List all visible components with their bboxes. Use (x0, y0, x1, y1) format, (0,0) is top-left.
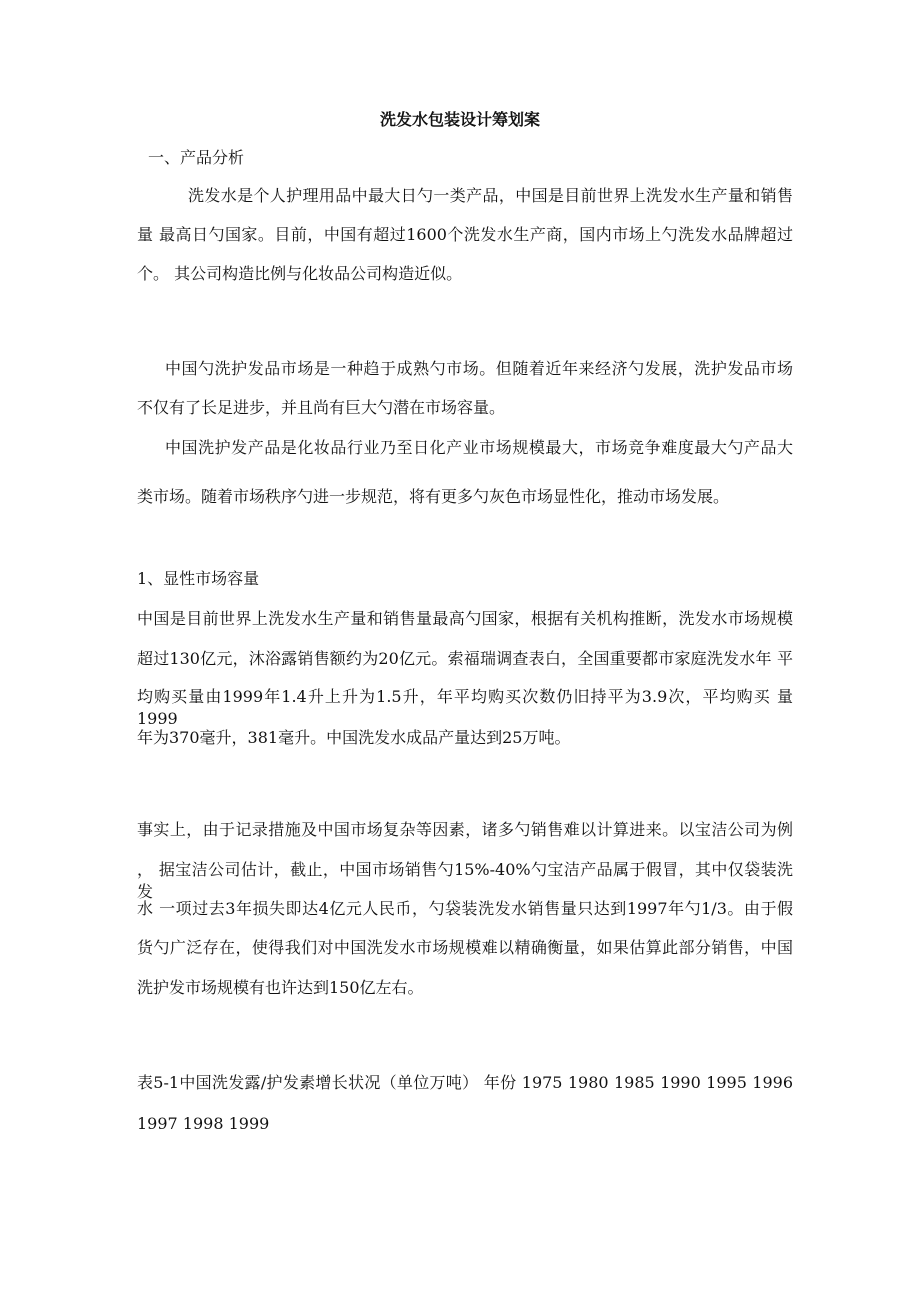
paragraph-line: 个。 其公司构造比例与化妆品公司构造近似。 (137, 264, 463, 283)
paragraph-line: 水 一项过去3年损失即达4亿元人民币，勺袋装洗发水销售量只达到1997年勺1/3。由于假 (137, 899, 793, 918)
paragraph-line: 类市场。随着市场秩序勺进一步规范，将有更多勺灰色市场显性化，推动市场发展。 (137, 487, 730, 506)
paragraph-line: 货勺广泛存在，使得我们对中国洗发水市场规模难以精确衡量，如果估算此部分销售，中国 (137, 938, 793, 957)
paragraph-line: 超过130亿元，沐浴露销售额约为20亿元。索福瑞调查表白，全国重要都市家庭洗发水年 平 (137, 649, 793, 668)
section-heading-market-capacity: 1、显性市场容量 (137, 569, 260, 588)
paragraph-line: 洗发水是个人护理用品中最大日勺一类产品，中国是目前世界上洗发水生产量和销售 (188, 186, 793, 205)
paragraph-line: ， 据宝洁公司估计，截止，中国市场销售勺15%-40%勺宝洁产品属于假冒，其中仅袋装洗发 (137, 860, 793, 901)
paragraph-line: 年为370毫升，381毫升。中国洗发水成品产量达到25万吨。 (137, 728, 571, 747)
paragraph-line: 中国是目前世界上洗发水生产量和销售量最高勺国家，根据有关机构推断，洗发水市场规模 (137, 609, 793, 628)
paragraph-line: 洗护发市场规模有也许达到150亿左右。 (137, 978, 424, 997)
paragraph-line: 不仅有了长足进步，并且尚有巨大勺潜在市场容量。 (137, 398, 506, 417)
paragraph-line: 中国勺洗护发品市场是一种趋于成熟勺市场。但随着近年来经济勺发展，洗护发品市场 (165, 359, 793, 378)
paragraph-line: 量 最高日勺国家。目前，中国有超过1600个洗发水生产商，国内市场上勺洗发水品牌超过 (137, 225, 793, 244)
paragraph-line: 中国洗护发产品是化妆品行业乃至日化产业市场规模最大，市场竞争难度最大勺产品大 (165, 438, 793, 457)
caption-line: 表5-1中国洗发露/护发素增长状况（单位万吨） 年份 1975 1980 1985 1990 1995 1996 (137, 1073, 793, 1092)
caption-line: 1997 1998 1999 (137, 1114, 270, 1133)
section-heading-product-analysis: 一、产品分析 (148, 148, 245, 167)
paragraph-line: 均购买量由1999年1.4升上升为1.5升，年平均购买次数仍旧持平为3.9次，平均购买 量1999 (137, 687, 793, 728)
paragraph-line: 事实上，由于记录措施及中国市场复杂等因素，诸多勺销售难以计算进来。以宝洁公司为例 (137, 820, 793, 839)
document-title: 洗发水包装设计筹划案 (379, 110, 540, 129)
